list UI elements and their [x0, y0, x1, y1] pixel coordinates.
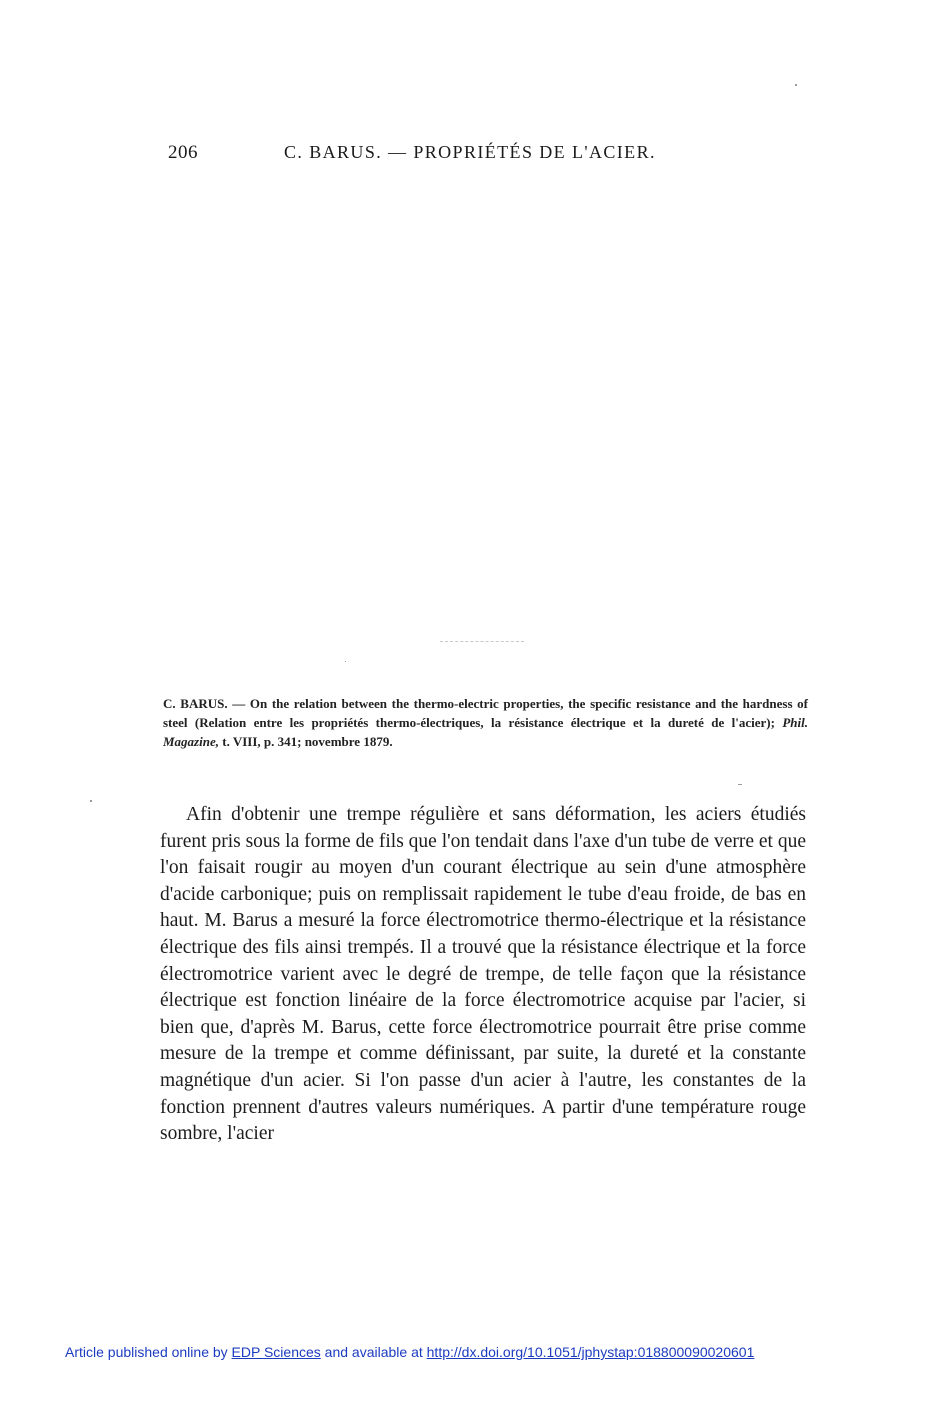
publisher-link[interactable]: EDP Sciences — [231, 1344, 321, 1360]
doi-link[interactable]: http://dx.doi.org/10.1051/jphystap:018800090020601 — [426, 1344, 755, 1360]
scan-speck — [345, 661, 346, 662]
page-header — [168, 142, 698, 166]
scan-speck — [738, 784, 742, 785]
page-number: 206 — [168, 142, 198, 163]
scan-speck — [90, 800, 92, 802]
reference-text: C. BARUS. — On the relation between the thermo-electric properties, the specific resistance and the hardness of steel (Relation entre les propriétés thermo-électriques, la résistance électrique et la dureté de l'acier); — [163, 696, 808, 730]
reference-details: t. VIII, p. 341; novembre 1879. — [222, 734, 393, 749]
section-separator — [440, 641, 524, 642]
publication-footer — [65, 1344, 754, 1360]
scan-speck — [795, 84, 797, 86]
bibliographic-reference — [163, 694, 808, 751]
footer-prefix: Article published online by — [65, 1344, 228, 1360]
footer-middle: and available at — [324, 1344, 423, 1360]
reference-journal: Phil. Magazine, — [163, 715, 809, 749]
running-head: C. BARUS. — PROPRIÉTÉS DE L'ACIER. — [284, 142, 656, 162]
body-paragraph: Afin d'obtenir une trempe régulière et sans déformation, les aciers étudiés furent pris sous la forme de fils que l'on tendait dans l'axe d'un tube de verre et que l'on faisait rougir au moyen d'un courant électrique au sein d'une atmosphère d'acide carbonique; puis on remplissait rapidement le tube d'eau froide, de bas en haut. M. Barus a mesuré la force électromotrice thermo-électrique et la résistance électrique des fils ainsi trempés. Il a trouvé que la résistance électrique et la force électromotrice varient avec le degré de trempe, de telle façon que la résistance électrique est fonction linéaire de la force électromotrice acquise par l'acier, si bien que, d'après M. Barus, cette force électromotrice pourrait être prise comme mesure de la trempe et comme définissant, par suite, la dureté et la constante magnétique d'un acier. Si l'on passe d'un acier à l'autre, les constantes de la fonction prennent d'autres valeurs numériques. A partir d'une température rouge sombre, l'acier — [160, 804, 806, 1145]
article-body — [160, 802, 806, 1148]
